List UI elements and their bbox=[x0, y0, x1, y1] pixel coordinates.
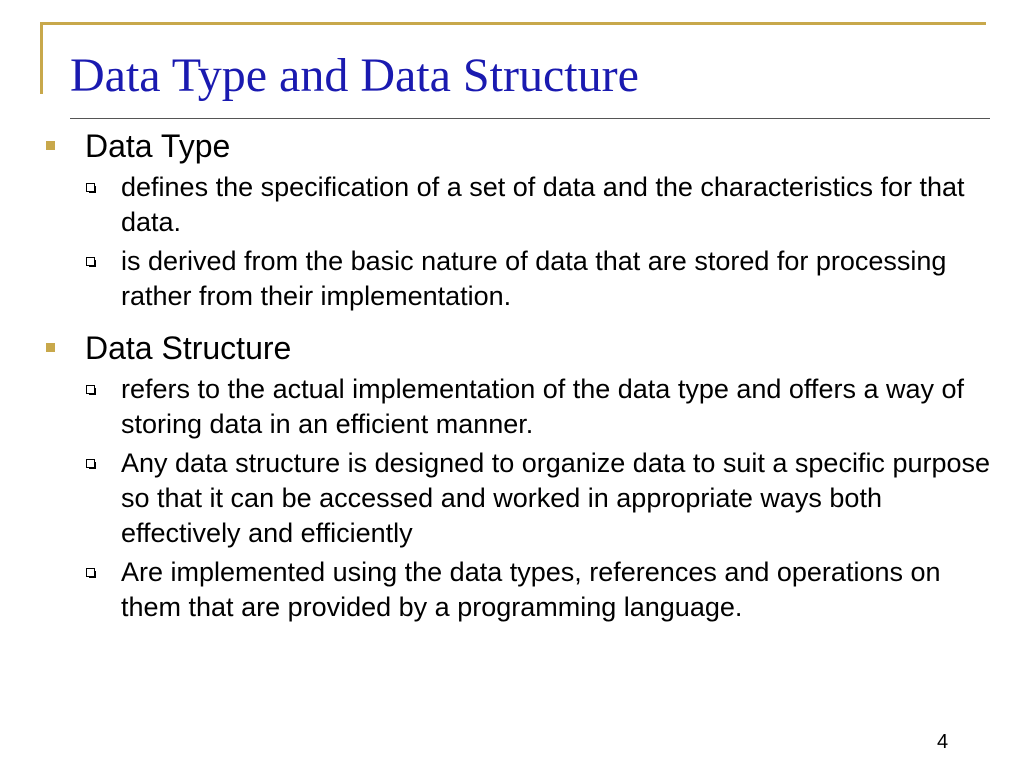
hollow-square-bullet-icon bbox=[86, 257, 95, 266]
slide-body bbox=[40, 126, 1000, 625]
hollow-square-bullet-icon bbox=[86, 459, 95, 468]
title-underline bbox=[70, 118, 990, 119]
sub-bullet bbox=[40, 170, 1000, 240]
hollow-square-bullet-icon bbox=[86, 568, 95, 577]
bullet-data-type bbox=[40, 126, 1000, 166]
sub-bullet-text: defines the specification of a set of data and the characteristics for that data. bbox=[121, 172, 965, 237]
sub-bullet-text: Are implemented using the data types, references and operations on them that are provided by a programming language. bbox=[121, 557, 941, 622]
hollow-square-bullet-icon bbox=[86, 183, 95, 192]
sub-bullet-text: is derived from the basic nature of data that are stored for processing rather from their implementation. bbox=[121, 246, 947, 311]
bullet-heading: Data Type bbox=[85, 128, 231, 164]
left-accent-line bbox=[40, 22, 43, 94]
top-accent-line bbox=[40, 22, 986, 25]
bullet-heading: Data Structure bbox=[85, 330, 292, 366]
page-number: 4 bbox=[937, 731, 949, 753]
sub-bullet bbox=[40, 555, 1000, 625]
square-bullet-icon bbox=[46, 141, 55, 150]
sub-bullet bbox=[40, 244, 1000, 314]
slide-title: Data Type and Data Structure bbox=[70, 49, 639, 102]
sub-bullet-text: Any data structure is designed to organize data to suit a specific purpose so that it can be accessed and worked in appropriate ways both effectively and efficiently bbox=[121, 448, 991, 548]
bullet-data-structure bbox=[40, 328, 1000, 368]
hollow-square-bullet-icon bbox=[86, 385, 95, 394]
sub-bullet bbox=[40, 446, 1000, 551]
sub-bullet bbox=[40, 372, 1000, 442]
square-bullet-icon bbox=[46, 343, 55, 352]
sub-bullet-text: refers to the actual implementation of the data type and offers a way of storing data in an efficient manner. bbox=[121, 374, 964, 439]
